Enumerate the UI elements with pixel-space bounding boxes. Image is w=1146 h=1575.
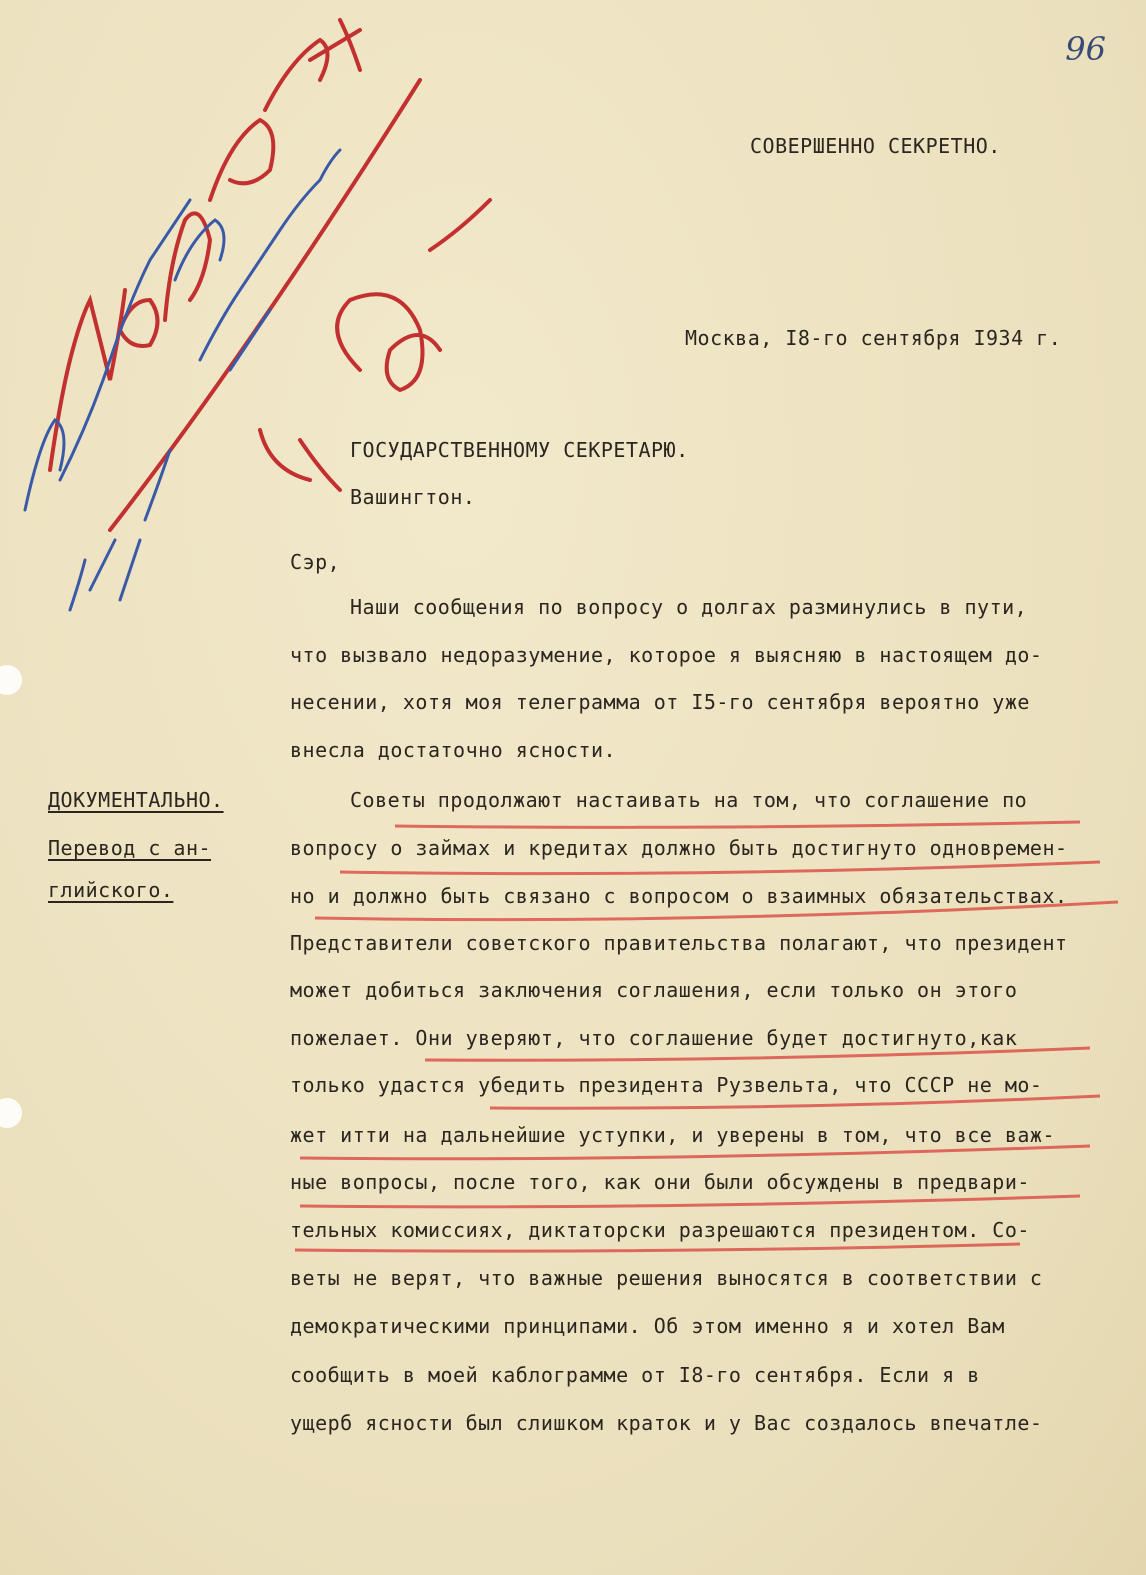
body-line: ущерб ясности был слишком краток и у Вас создалось впечатле- [290, 1411, 1043, 1435]
body-line: может добиться заключения соглашения, если только он этого [290, 978, 1018, 1002]
body-line: жет итти на дальнейшие уступки, и уверены в том, что все важ- [290, 1123, 1056, 1147]
body-line: только удастся убедить президента Рузвельта, что СССР не мо- [290, 1073, 1043, 1097]
body-line: внесла достаточно ясности. [290, 738, 617, 762]
addressee: ГОСУДАРСТВЕННОМУ СЕКРЕТАРЮ. [350, 438, 689, 462]
body-line: демократическими принципами. Об этом именно я и хотел Вам [290, 1314, 1005, 1338]
salutation: Сэр, [290, 550, 341, 574]
margin-note-translation-cont: глийского. [48, 878, 174, 902]
body-line: несении, хотя моя телеграмма от I5-го сентября вероятно уже [290, 690, 1030, 714]
classification-stamp: СОВЕРШЕННО СЕКРЕТНО. [750, 134, 1001, 158]
body-line: Представители советского правительства полагают, что президент [290, 931, 1068, 955]
punch-hole [0, 1098, 22, 1128]
body-line: пожелает. Они уверяют, что соглашение будет достигнуто,как [290, 1026, 1018, 1050]
body-line: веты не верят, что важные решения выносятся в соответствии с [290, 1266, 1043, 1290]
body-line: сообщить в моей каблограмме от I8-го сентября. Если я в [290, 1363, 980, 1387]
body-line: вопросу о займах и кредитах должно быть достигнуто одновремен- [290, 836, 1068, 860]
body-line: тельных комиссиях, диктаторски разрешаются президентом. Со- [290, 1218, 1030, 1242]
body-line: что вызвало недоразумение, которое я выясняю в настоящем до- [290, 643, 1043, 667]
place-date: Москва, I8-го сентября I934 г. [685, 326, 1062, 350]
body-line: Советы продолжают настаивать на том, что соглашение по [350, 788, 1028, 812]
margin-note-documentary: ДОКУМЕНТАЛЬНО. [48, 788, 224, 812]
body-line: ные вопросы, после того, как они были обсуждены в предвари- [290, 1170, 1030, 1194]
margin-note-translation: Перевод с ан- [48, 836, 212, 860]
blue-handwriting [25, 150, 340, 610]
body-line: Наши сообщения по вопросу о долгах разминулись в пути, [350, 595, 1028, 619]
punch-hole [0, 665, 22, 695]
body-line: но и должно быть связано с вопросом о взаимных обязательствах. [290, 884, 1068, 908]
page-number: 96 [1065, 30, 1106, 68]
addressee-city: Вашингтон. [350, 485, 476, 509]
